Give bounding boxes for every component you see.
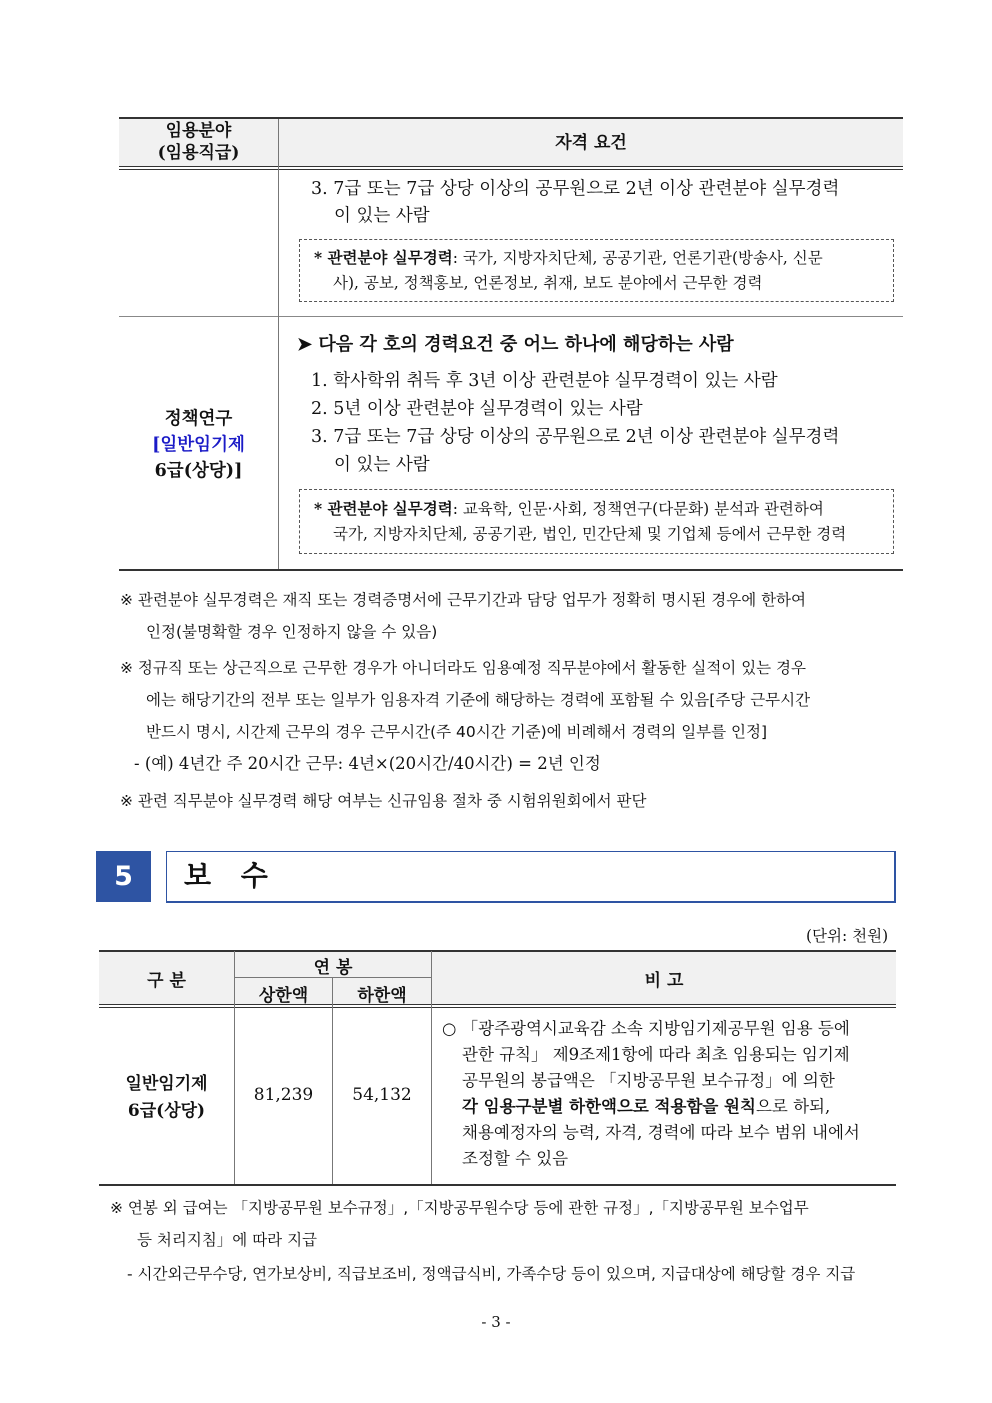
footer-note-2: - 시간외근무수당, 연가보상비, 직급보조비, 정액급식비, 가족수당 등이 있으며, 지급대상에 해당할 경우 지급 [127, 1265, 856, 1283]
note-text: : 교육학, 인문·사회, 정책연구(다문화) 분석과 관련하여 [452, 500, 824, 518]
pay-row-lower: 54,132 [352, 1085, 412, 1105]
remark-example: - (예) 4년간 주 20시간 근무: 4년×(20시간/40시간) = 2년 인정 [134, 754, 601, 773]
section-number: 5 [96, 851, 151, 902]
column-divider [278, 119, 279, 569]
pay-row-category: 일반임기제 6급(상당) [125, 1074, 208, 1121]
row1-note-box [299, 239, 894, 302]
note-text-line2: 사), 공보, 정책홍보, 언론정보, 취재, 보도 분야에서 근무한 경력 [333, 274, 763, 292]
remark-2-line1: ※ 정규직 또는 상근직으로 근무한 경우가 아니더라도 임용예정 직무분야에서 활동한 실적이 있는 경우 [120, 659, 807, 677]
header-requirements: 자격 요건 [555, 133, 627, 153]
row2-item1: 1. 학사학위 취득 후 3년 이상 관련분야 실무경력이 있는 사람 [311, 371, 778, 391]
pay-header-category: 구 분 [147, 971, 186, 991]
remark-1-line2: 인정(불명확할 경우 인정하지 않을 수 있음) [146, 623, 438, 641]
row2-item2: 2. 5년 이상 관련분야 실무경력이 있는 사람 [311, 399, 643, 419]
remark-2-line2: 에는 해당기간의 전부 또는 일부가 임용자격 기준에 해당하는 경력에 포함될 수 있음[주당 근무시간 [146, 691, 811, 709]
row2-note-box [299, 489, 894, 554]
arrow-icon: ➤ [297, 334, 313, 355]
pay-header-lower: 하한액 [357, 986, 407, 1006]
remark-2-line3: 반드시 명시, 시간제 근무의 경우 근무시간(주 40시간 기준)에 비례해서 경력의 일부를 인정] [146, 723, 768, 741]
row-divider [119, 316, 903, 317]
pay-note-line2: 관한 규칙」 제9조제1항에 따라 최초 임용되는 임기제 [462, 1045, 850, 1064]
footer-note-1-line2: 등 처리지침」에 따라 지급 [137, 1231, 318, 1249]
note-text-line2: 국가, 지방자치단체, 공공기관, 법인, 민간단체 및 기업체 등에서 근무한 경력 [333, 525, 847, 543]
row2-item3-line2: 이 있는 사람 [334, 455, 430, 475]
row2-field-cell [119, 406, 278, 484]
header-field-cell: 임용분야 (임용직급) [157, 121, 240, 163]
page-number: - 3 - [481, 1313, 511, 1331]
row1-item3-line2: 이 있는 사람 [334, 206, 430, 226]
remark-3: ※ 관련 직무분야 실무경력 해당 여부는 신규임용 절차 중 시험위원회에서 판단 [120, 792, 647, 810]
table-bottom-border [119, 569, 903, 571]
grade-line1: [일반임기제 [152, 435, 245, 455]
pay-row-upper: 81,239 [253, 1085, 314, 1105]
note-text: : 국가, 지방자치단체, 공공기관, 언론기관(방송사, 신문 [452, 249, 823, 267]
pay-header-remarks: 비 고 [644, 971, 684, 991]
footer-note-1-line1: ※ 연봉 외 급여는 「지방공무원 보수규정」,「지방공무원수당 등에 관한 규정」,「지방공무원 보수업무 [110, 1199, 809, 1217]
pay-note-line4: 각 임용구분별 하한액으로 적용함을 원칙으로 하되, [462, 1097, 831, 1116]
row1-item3-line1: 3. 7급 또는 7급 상당 이상의 공무원으로 2년 이상 관련분야 실무경력 [311, 179, 840, 199]
pay-note-line5: 채용예정자의 능력, 자격, 경력에 따라 보수 범위 내에서 [462, 1123, 860, 1142]
header-divider [119, 166, 903, 167]
grade-line2: 6급(상당)] [154, 461, 243, 481]
pay-note-line1: ○ 「광주광역시교육감 소속 지방임기제공무원 임용 등에 [442, 1019, 850, 1038]
pay-header-annual: 연 봉 [313, 958, 353, 978]
header-divider-2 [119, 169, 903, 170]
unit-label: (단위: 천원) [806, 927, 889, 945]
remark-1-line1: ※ 관련분야 실무경력은 재직 또는 경력증명서에 근무기간과 담당 업무가 정확히 명시된 경우에 한하여 [120, 591, 807, 609]
field-name: 정책연구 [164, 409, 233, 429]
pay-note-line6: 조정할 수 있음 [462, 1149, 569, 1168]
pay-note-line3: 공무원의 봉급액은 「지방공무원 보수규정」에 의한 [462, 1071, 835, 1090]
note-label: * 관련분야 실무경력 [314, 499, 453, 518]
row2-lead: ➤ 다음 각 호의 경력요건 중 어느 하나에 해당하는 사람 [297, 334, 734, 355]
row2-item3-line1: 3. 7급 또는 7급 상당 이상의 공무원으로 2년 이상 관련분야 실무경력 [311, 427, 840, 447]
note-label: * 관련분야 실무경력 [314, 248, 453, 267]
pay-header-upper: 상한액 [258, 986, 309, 1006]
section-title: 보 수 [184, 859, 278, 892]
